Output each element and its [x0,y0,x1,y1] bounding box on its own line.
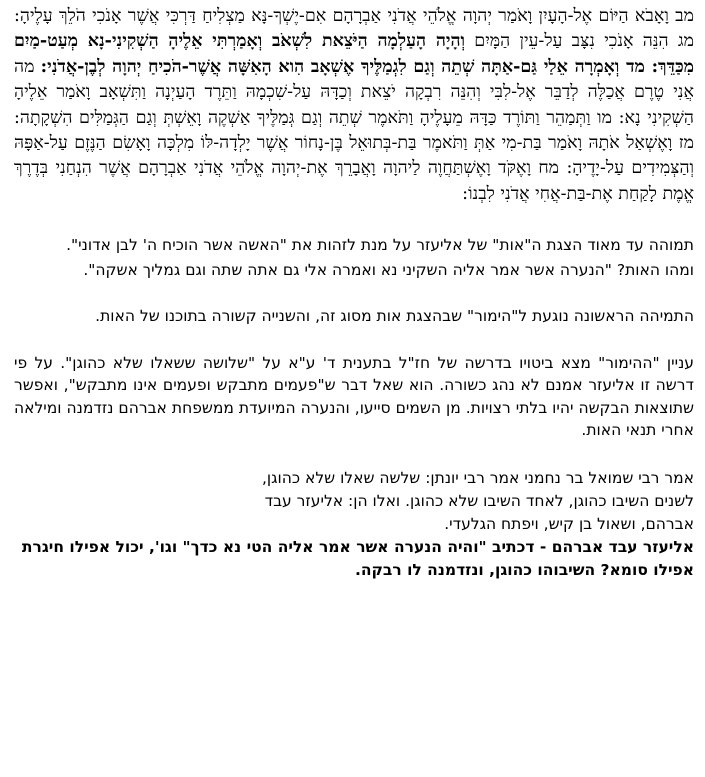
paragraph-two-questions: התמיהה הראשונה נוגעת ל"הימור" שבהצגת אות מסוג זה, והשנייה קשורה בתוכנו של האות. [95,307,694,326]
quote-line-3: אברהם, ושאול בן קיש, ויפתח הגלעדי. [444,514,694,533]
verse-text-part1: מב וָאָבֹא הַיּוֹם אֶל-הָעָיִן וָאֹמַר יְהוָה אֱלֹהֵי אֲדֹנִי אַבְרָהָם אִם-יֶשְׁךָ-נָּא מַצְלִיחַ דַּרְכִּי אֲשֶׁר אָנֹכִי הֹלֵךְ עָלֶיהָ: מג הִנֵּה אָנֹכִי נִצָּב עַל-עֵין הַמָּיִם [14,6,694,52]
verse-text-part2: מה אֲנִי טֶרֶם אֲכַלֶּה לְדַבֵּר אֶל-לִבִּי וְהִנֵּה רִבְקָה יֹצֵאת וְכַדָּהּ עַל-שִׁכְמָהּ וַתֵּרֶד הָעַיְנָה וַתִּשְׁאָב וָאֹמַר אֵלֶיהָ הַשְׁקִינִי נָא: מו וַתְּמַהֵר וַתּוֹרֶד כַּדָּהּ מֵעָלֶיהָ וַתֹּאמֶר שְׁתֵה וְגַם גְּמַלֶּיךָ אַשְׁקֶה וָאֵשְׁתְּ וְגַם הַגְּמַלִּים הִשְׁקָתָה: מז וָאֶשְׁאַל אֹתָהּ וָאֹמַר בַּת-מִי אַתְּ וַתֹּאמֶר בַּת-בְּתוּאֵל בֶּן-נָחוֹר אֲשֶׁר יָלְדָה-לּוֹ מִלְכָּה וָאָשִׂם הַנֶּזֶם עַל-אַפָּהּ וְהַצְּמִידִים עַל-יָדֶיהָ: מח וָאֶקֹּד וָאֶשְׁתַּחֲוֶה לַיהוָה וָאֲבָרֵךְ אֶת-יְהוָה אֱלֹהֵי אֲדֹנִי אַבְרָהָם אֲשֶׁר הִנְחַנִי בְּדֶרֶךְ אֱמֶת לָקַחַת אֶת-בַּת-אֲחִי אֲדֹנִי לִבְנוֹ: [14,56,694,204]
quote-bold-passage: אליעזר עבד אברהם - דכתיב "והיה הנערה אשר אמר אליה הטי נא כדך" וגו', יכול אפילו חיגרת אפילו סומא? השיבוהו כהוגן, ונזדמנה לו רבקה. [21,537,694,579]
genesis-verses [14,4,694,207]
quote-line-2: לשנים השיבו כהוגן, לאחד השיבו שלא כהוגן. ואלו הן: אליעזר עבד [264,491,694,510]
verse-text-bold: וְהָיָה הָעַלְמָה הַיֹּצֵאת לִשְׁאֹב וְאָמַרְתִּי אֵלֶיהָ הַשְׁקִינִי-נָא מְעַט-מַיִם מִכַּדֵּךְ: מד וְאָמְרָה אֵלַי גַּם-אַתָּה שְׁתֵה וְגַם לִגְמַלֶּיךָ אֶשְׁאָב הִוא הָאִשָּׁה אֲשֶׁר-הֹכִיחַ יְהוָה לְבֶן-אֲדֹנִי: [14,31,694,77]
paragraph-gamble: עניין "ההימור" מצא ביטויו בדרשה של חז"ל בתענית ד' ע"א על "שלושה ששאלו שלא כהוגן". על פי דרשה זו אליעזר אמנם לא נהג כשורה. הוא שאל דבר ש"פעמים מתבקש ופעמים אינו מתבקש", ואפשר שתוצאות הבקשה יהיו בלתי רצויות. מן השמים סייעו, והנערה המיועדת ממשפחת אברהם נזדמנה ומילאה אחרי תנאי האות. [14,353,694,440]
quote-line-1: אמר רבי שמואל בר נחמני אמר רבי יונתן: שלשה שאלו שלא כהוגן, [261,468,694,487]
paragraph-sign: ומהו האות? "הנערה אשר אמר אליה השקיני נא ואמרה אלי גם אתה שתה וגם גמליך אשקה". [83,260,694,279]
document-page [14,4,694,582]
paragraph-question: תמוהה עד מאוד הצגת ה"אות" של אליעזר על מנת לזהות את "האשה אשר הוכיח ה' לבן אדוני". [66,236,694,255]
talmud-quote [14,467,694,582]
